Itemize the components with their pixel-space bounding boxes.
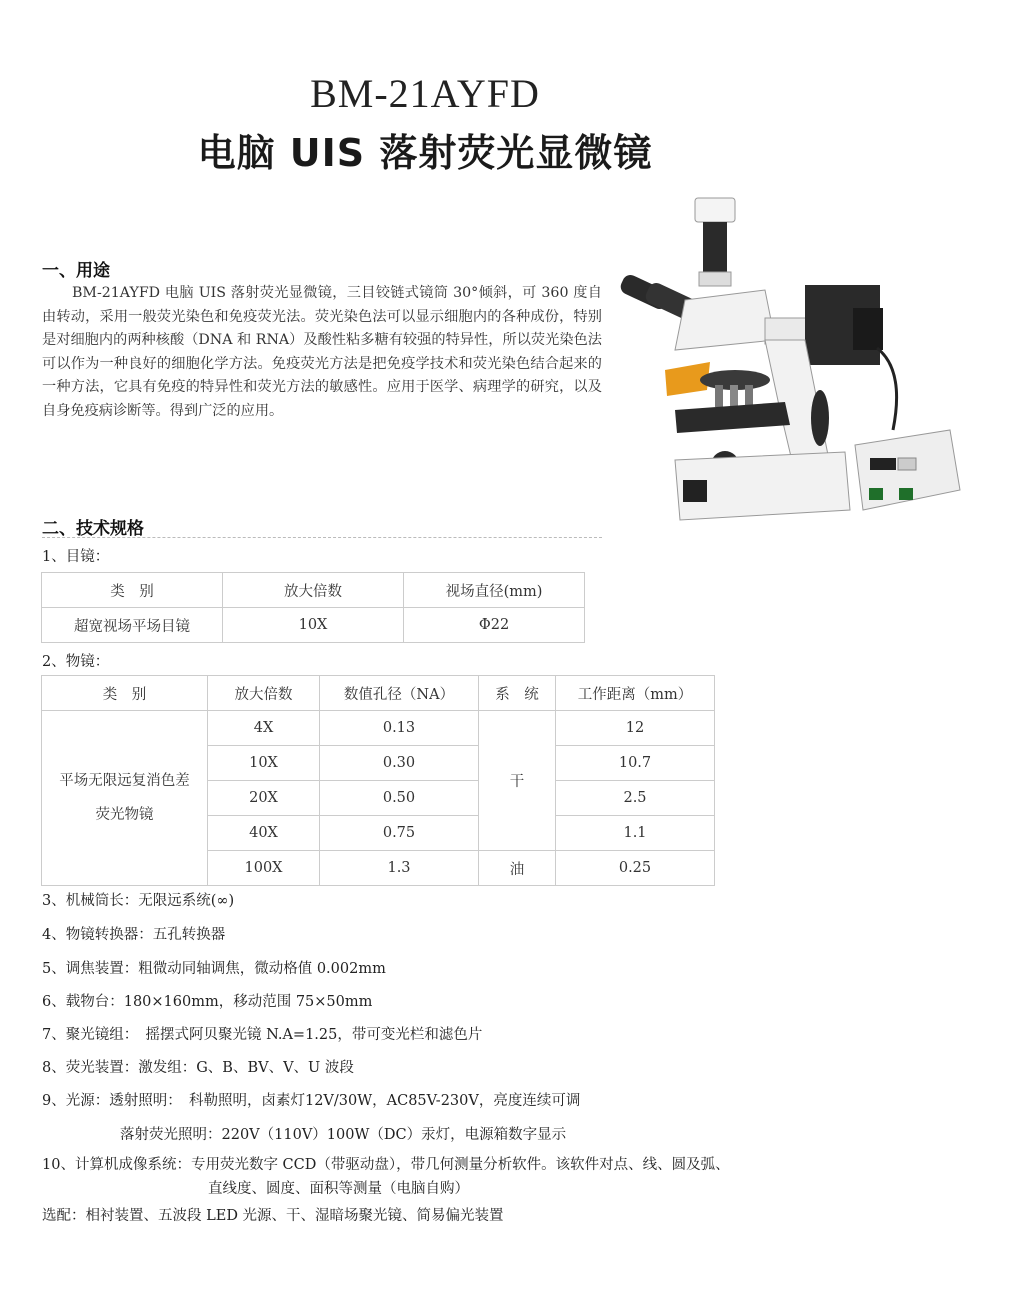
- table-cell: 12: [556, 711, 715, 746]
- objective-table: [41, 675, 715, 886]
- table-header-row: [42, 573, 585, 608]
- eyepiece-table: [41, 572, 585, 643]
- table-cell: 0.50: [320, 781, 479, 816]
- system-oil-cell: 油: [479, 851, 556, 886]
- model-title: BM-21AYFD: [310, 71, 540, 116]
- spec-fluorescence: 8、荧光装置：激发组：G、B、BV、V、U 波段: [42, 1060, 354, 1076]
- objective-category-cell: [42, 711, 208, 886]
- table-cell: 10.7: [556, 746, 715, 781]
- table-cell: 1.3: [320, 851, 479, 886]
- table-cell: 0.13: [320, 711, 479, 746]
- system-dry-cell: 干: [479, 711, 556, 851]
- table-header-cell: 放大倍数: [208, 676, 320, 711]
- table-cell: 100X: [208, 851, 320, 886]
- specs-heading: 二、技术规格: [42, 519, 144, 539]
- objective-label: 2、物镜：: [42, 654, 110, 670]
- table-row: [42, 608, 585, 643]
- table-cell: 4X: [208, 711, 320, 746]
- table-cell: 0.25: [556, 851, 715, 886]
- section-divider: [42, 537, 602, 538]
- spec-nosepiece: 4、物镜转换器：五孔转换器: [42, 927, 226, 943]
- table-cell: 0.75: [320, 816, 479, 851]
- table-header-cell: 类 别: [42, 573, 223, 608]
- microscope-image: [615, 190, 975, 530]
- table-cell: 0.30: [320, 746, 479, 781]
- spec-condenser: 7、聚光镜组： 摇摆式阿贝聚光镜 N.A=1.25，带可变光栏和滤色片: [42, 1027, 483, 1043]
- category-line: 荧光物镜: [95, 807, 154, 823]
- spec-tube-length: 3、机械筒长：无限远系统(∞): [42, 893, 235, 909]
- table-cell: 40X: [208, 816, 320, 851]
- table-header-cell: 视场直径(mm): [404, 573, 585, 608]
- spec-imaging: 10、计算机成像系统：专用荧光数字 CCD（带驱动盘），带几何测量分析软件。该软件对点、线、圆及弧、: [42, 1157, 730, 1173]
- eyepiece-label: 1、目镜：: [42, 549, 110, 565]
- table-cell: 2.5: [556, 781, 715, 816]
- table-header-cell: 类 别: [42, 676, 208, 711]
- table-cell: 10X: [223, 608, 404, 643]
- table-cell: Φ22: [404, 608, 585, 643]
- spec-stage: 6、载物台：180×160mm，移动范围 75×50mm: [42, 994, 373, 1010]
- table-header-cell: 工作距离（mm）: [556, 676, 715, 711]
- table-cell: 10X: [208, 746, 320, 781]
- table-header-cell: 放大倍数: [223, 573, 404, 608]
- usage-heading: 一、用途: [42, 261, 110, 281]
- table-cell: 20X: [208, 781, 320, 816]
- table-cell: 1.1: [556, 816, 715, 851]
- product-title: 电脑 UIS 落射荧光显微镜: [197, 131, 653, 175]
- spec-options: 选配：相衬装置、五波段 LED 光源、干、湿暗场聚光镜、简易偏光装置: [42, 1208, 504, 1224]
- table-cell: 超宽视场平场目镜: [42, 608, 223, 643]
- table-row: [42, 711, 715, 746]
- category-line: 平场无限远复消色差: [59, 773, 190, 789]
- spec-light-source: 9、光源：透射照明： 科勒照明，卤素灯12V/30W，AC85V-230V，亮度连续可调: [42, 1093, 581, 1109]
- usage-paragraph: BM-21AYFD 电脑 UIS 落射荧光显微镜，三目铰链式镜筒 30°倾斜，可 360 度自由转动，采用一般荧光染色和免疫荧光法。荧光染色法可以显示细胞内的各种成份，特别是对细胞内的两种核酸（DNA 和 RNA）及酸性粘多糖有较强的特异性，所以荧光染色法可以作为一种良好的细胞化学方法。免疫荧光方法是把免疫学技术和荧光染色结合起来的一种方法，它具有免疫的特异性和荧光方法的敏感性。应用于医学、病理学的研究，以及自身免疫病诊断等。得到广泛的应用。: [42, 285, 602, 419]
- table-header-cell: 数值孔径（NA）: [320, 676, 479, 711]
- table-header-cell: 系 统: [479, 676, 556, 711]
- spec-imaging-cont: 直线度、圆度、面积等测量（电脑自购）: [208, 1181, 469, 1197]
- table-header-row: [42, 676, 715, 711]
- spec-epi-light: 落射荧光照明：220V（110V）100W（DC）汞灯，电源箱数字显示: [120, 1127, 567, 1143]
- spec-focus: 5、调焦装置：粗微动同轴调焦，微动格值 0.002mm: [42, 961, 386, 977]
